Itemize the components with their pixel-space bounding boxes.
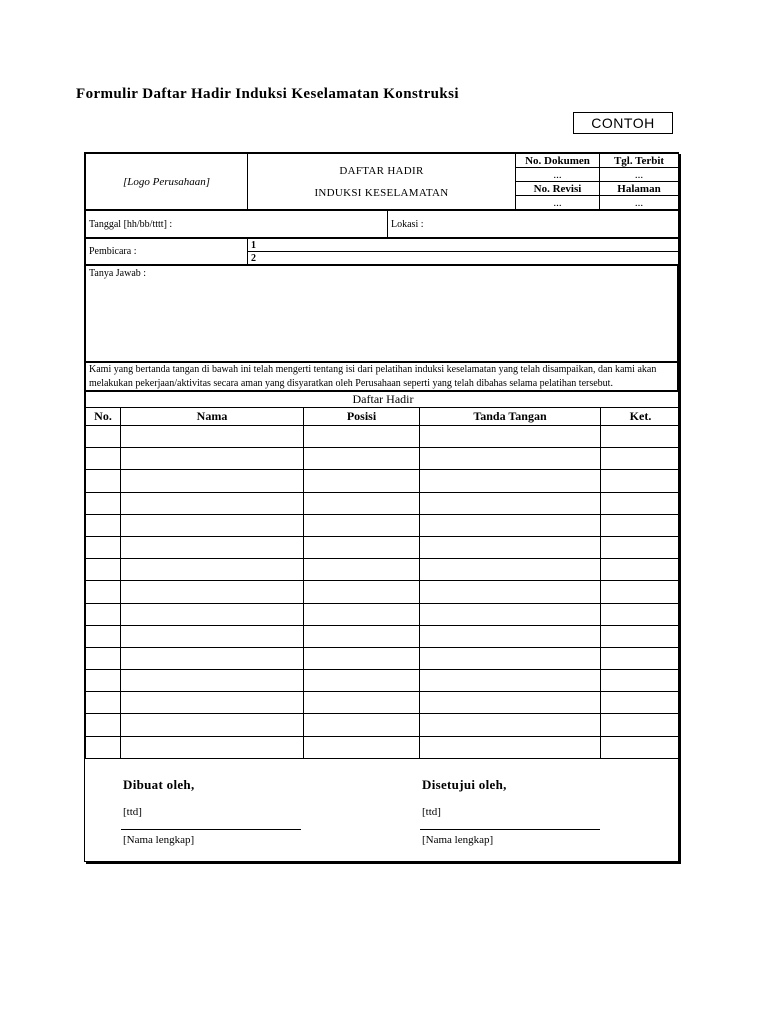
tgl-terbit-label: Tgl. Terbit [600, 154, 679, 168]
pembicara-label: Pembicara : [86, 239, 248, 265]
tgl-terbit-value[interactable]: ... [600, 168, 679, 182]
qa-section [85, 265, 678, 362]
tanya-jawab-field[interactable]: Tanya Jawab : [86, 266, 678, 362]
dibuat-oleh-label: Dibuat oleh, [123, 776, 195, 792]
cell-nama[interactable] [121, 603, 304, 625]
contoh-stamp: CONTOH [573, 112, 673, 134]
cell-tanda-tangan[interactable] [420, 448, 601, 470]
table-row [86, 670, 681, 692]
attendance-form [84, 152, 679, 862]
table-row [86, 625, 681, 647]
cell-nama[interactable] [121, 492, 304, 514]
cell-tanda-tangan[interactable] [420, 692, 601, 714]
cell-posisi[interactable] [304, 670, 420, 692]
cell-no[interactable] [86, 647, 121, 669]
cell-no[interactable] [86, 448, 121, 470]
dibuat-signature-line [121, 829, 301, 830]
cell-posisi[interactable] [304, 492, 420, 514]
cell-ket[interactable] [601, 470, 681, 492]
cell-tanda-tangan[interactable] [420, 514, 601, 536]
cell-no[interactable] [86, 426, 121, 448]
cell-no[interactable] [86, 470, 121, 492]
cell-no[interactable] [86, 692, 121, 714]
column-header-tanda-tangan: Tanda Tangan [420, 408, 601, 426]
cell-ket[interactable] [601, 603, 681, 625]
cell-no[interactable] [86, 559, 121, 581]
form-header [85, 153, 679, 210]
cell-nama[interactable] [121, 692, 304, 714]
no-dokumen-label: No. Dokumen [516, 154, 600, 168]
cell-posisi[interactable] [304, 714, 420, 736]
cell-tanda-tangan[interactable] [420, 536, 601, 558]
cell-ket[interactable] [601, 692, 681, 714]
table-row [86, 647, 681, 669]
document-title: Formulir Daftar Hadir Induksi Keselamatan Konstruksi [76, 86, 459, 102]
cell-nama[interactable] [121, 559, 304, 581]
cell-ket[interactable] [601, 536, 681, 558]
cell-tanda-tangan[interactable] [420, 470, 601, 492]
cell-tanda-tangan[interactable] [420, 581, 601, 603]
logo-placeholder: [Logo Perusahaan] [86, 154, 248, 210]
cell-no[interactable] [86, 714, 121, 736]
cell-posisi[interactable] [304, 625, 420, 647]
no-revisi-label: No. Revisi [516, 182, 600, 196]
cell-tanda-tangan[interactable] [420, 426, 601, 448]
table-row [86, 692, 681, 714]
attendance-column-headers [86, 408, 681, 426]
cell-no[interactable] [86, 625, 121, 647]
table-row [86, 514, 681, 536]
table-row [86, 470, 681, 492]
cell-ket[interactable] [601, 647, 681, 669]
no-dokumen-value[interactable]: ... [516, 168, 600, 182]
cell-nama[interactable] [121, 514, 304, 536]
cell-ket[interactable] [601, 625, 681, 647]
table-row [86, 426, 681, 448]
cell-posisi[interactable] [304, 536, 420, 558]
cell-posisi[interactable] [304, 559, 420, 581]
cell-posisi[interactable] [304, 603, 420, 625]
cell-posisi[interactable] [304, 470, 420, 492]
disetujui-nama-field[interactable]: [Nama lengkap] [422, 833, 494, 846]
cell-tanda-tangan[interactable] [420, 670, 601, 692]
dibuat-nama-field[interactable]: [Nama lengkap] [123, 833, 195, 846]
pembicara-1-field[interactable]: 1 [248, 239, 681, 252]
cell-tanda-tangan[interactable] [420, 647, 601, 669]
attendance-rows [86, 426, 681, 759]
disetujui-oleh-label: Disetujui oleh, [422, 776, 507, 792]
cell-ket[interactable] [601, 714, 681, 736]
cell-posisi[interactable] [304, 581, 420, 603]
cell-no[interactable] [86, 492, 121, 514]
cell-tanda-tangan[interactable] [420, 714, 601, 736]
pembicara-2-field[interactable]: 2 [248, 252, 681, 265]
cell-ket[interactable] [601, 514, 681, 536]
no-revisi-value[interactable]: ... [516, 196, 600, 210]
cell-ket[interactable] [601, 448, 681, 470]
cell-tanda-tangan[interactable] [420, 603, 601, 625]
cell-nama[interactable] [121, 714, 304, 736]
table-row [86, 559, 681, 581]
cell-no[interactable] [86, 536, 121, 558]
cell-ket[interactable] [601, 559, 681, 581]
cell-tanda-tangan[interactable] [420, 736, 601, 758]
disetujui-ttd-field[interactable]: [ttd] [422, 805, 441, 818]
cell-posisi[interactable] [304, 692, 420, 714]
cell-nama[interactable] [121, 470, 304, 492]
cell-no[interactable] [86, 581, 121, 603]
cell-nama[interactable] [121, 647, 304, 669]
cell-nama[interactable] [121, 670, 304, 692]
statement-section [85, 362, 678, 391]
column-header-posisi: Posisi [304, 408, 420, 426]
disetujui-signature-line [420, 829, 600, 830]
cell-tanda-tangan[interactable] [420, 625, 601, 647]
cell-nama[interactable] [121, 581, 304, 603]
cell-tanda-tangan[interactable] [420, 559, 601, 581]
form-title [248, 154, 516, 210]
cell-no[interactable] [86, 670, 121, 692]
table-row [86, 736, 681, 758]
table-row [86, 536, 681, 558]
attendance-section-title: Daftar Hadir [86, 392, 681, 408]
cell-posisi[interactable] [304, 514, 420, 536]
cell-posisi[interactable] [304, 647, 420, 669]
cell-posisi[interactable] [304, 736, 420, 758]
cell-no[interactable] [86, 736, 121, 758]
cell-posisi[interactable] [304, 426, 420, 448]
form-title-line-2: INDUKSI KESELAMATAN [314, 186, 449, 199]
cell-ket[interactable] [601, 736, 681, 758]
signature-section [85, 759, 678, 857]
halaman-value[interactable]: ... [600, 196, 679, 210]
cell-ket[interactable] [601, 492, 681, 514]
cell-no[interactable] [86, 603, 121, 625]
cell-ket[interactable] [601, 426, 681, 448]
column-header-nama: Nama [121, 408, 304, 426]
cell-tanda-tangan[interactable] [420, 492, 601, 514]
attendance-table [85, 391, 681, 759]
lokasi-field[interactable]: Lokasi : [388, 211, 681, 238]
table-row [86, 603, 681, 625]
table-row [86, 581, 681, 603]
column-header-ket: Ket. [601, 408, 681, 426]
table-row [86, 714, 681, 736]
table-row [86, 492, 681, 514]
cell-posisi[interactable] [304, 448, 420, 470]
statement-text: Kami yang bertanda tangan di bawah ini telah mengerti tentang isi dari pelatihan induksi keselamatan yang telah disampaikan, dan kami akan melakukan pekerjaan/aktivitas secara aman yang disyaratkan oleh Perusahaan seperti yang telah dibahas selama pelatihan tersebut. [86, 363, 678, 391]
halaman-label: Halaman [600, 182, 679, 196]
cell-nama[interactable] [121, 536, 304, 558]
cell-ket[interactable] [601, 581, 681, 603]
tanggal-field[interactable]: Tanggal [hh/bb/tttt] : [86, 211, 388, 238]
column-header-no: No. [86, 408, 121, 426]
dibuat-ttd-field[interactable]: [ttd] [123, 805, 142, 818]
table-row [86, 448, 681, 470]
cell-no[interactable] [86, 514, 121, 536]
form-title-line-1: DAFTAR HADIR [339, 164, 424, 177]
cell-nama[interactable] [121, 426, 304, 448]
cell-nama[interactable] [121, 625, 304, 647]
date-location-row [85, 210, 681, 238]
cell-nama[interactable] [121, 736, 304, 758]
cell-nama[interactable] [121, 448, 304, 470]
cell-ket[interactable] [601, 670, 681, 692]
speaker-rows [85, 238, 681, 265]
